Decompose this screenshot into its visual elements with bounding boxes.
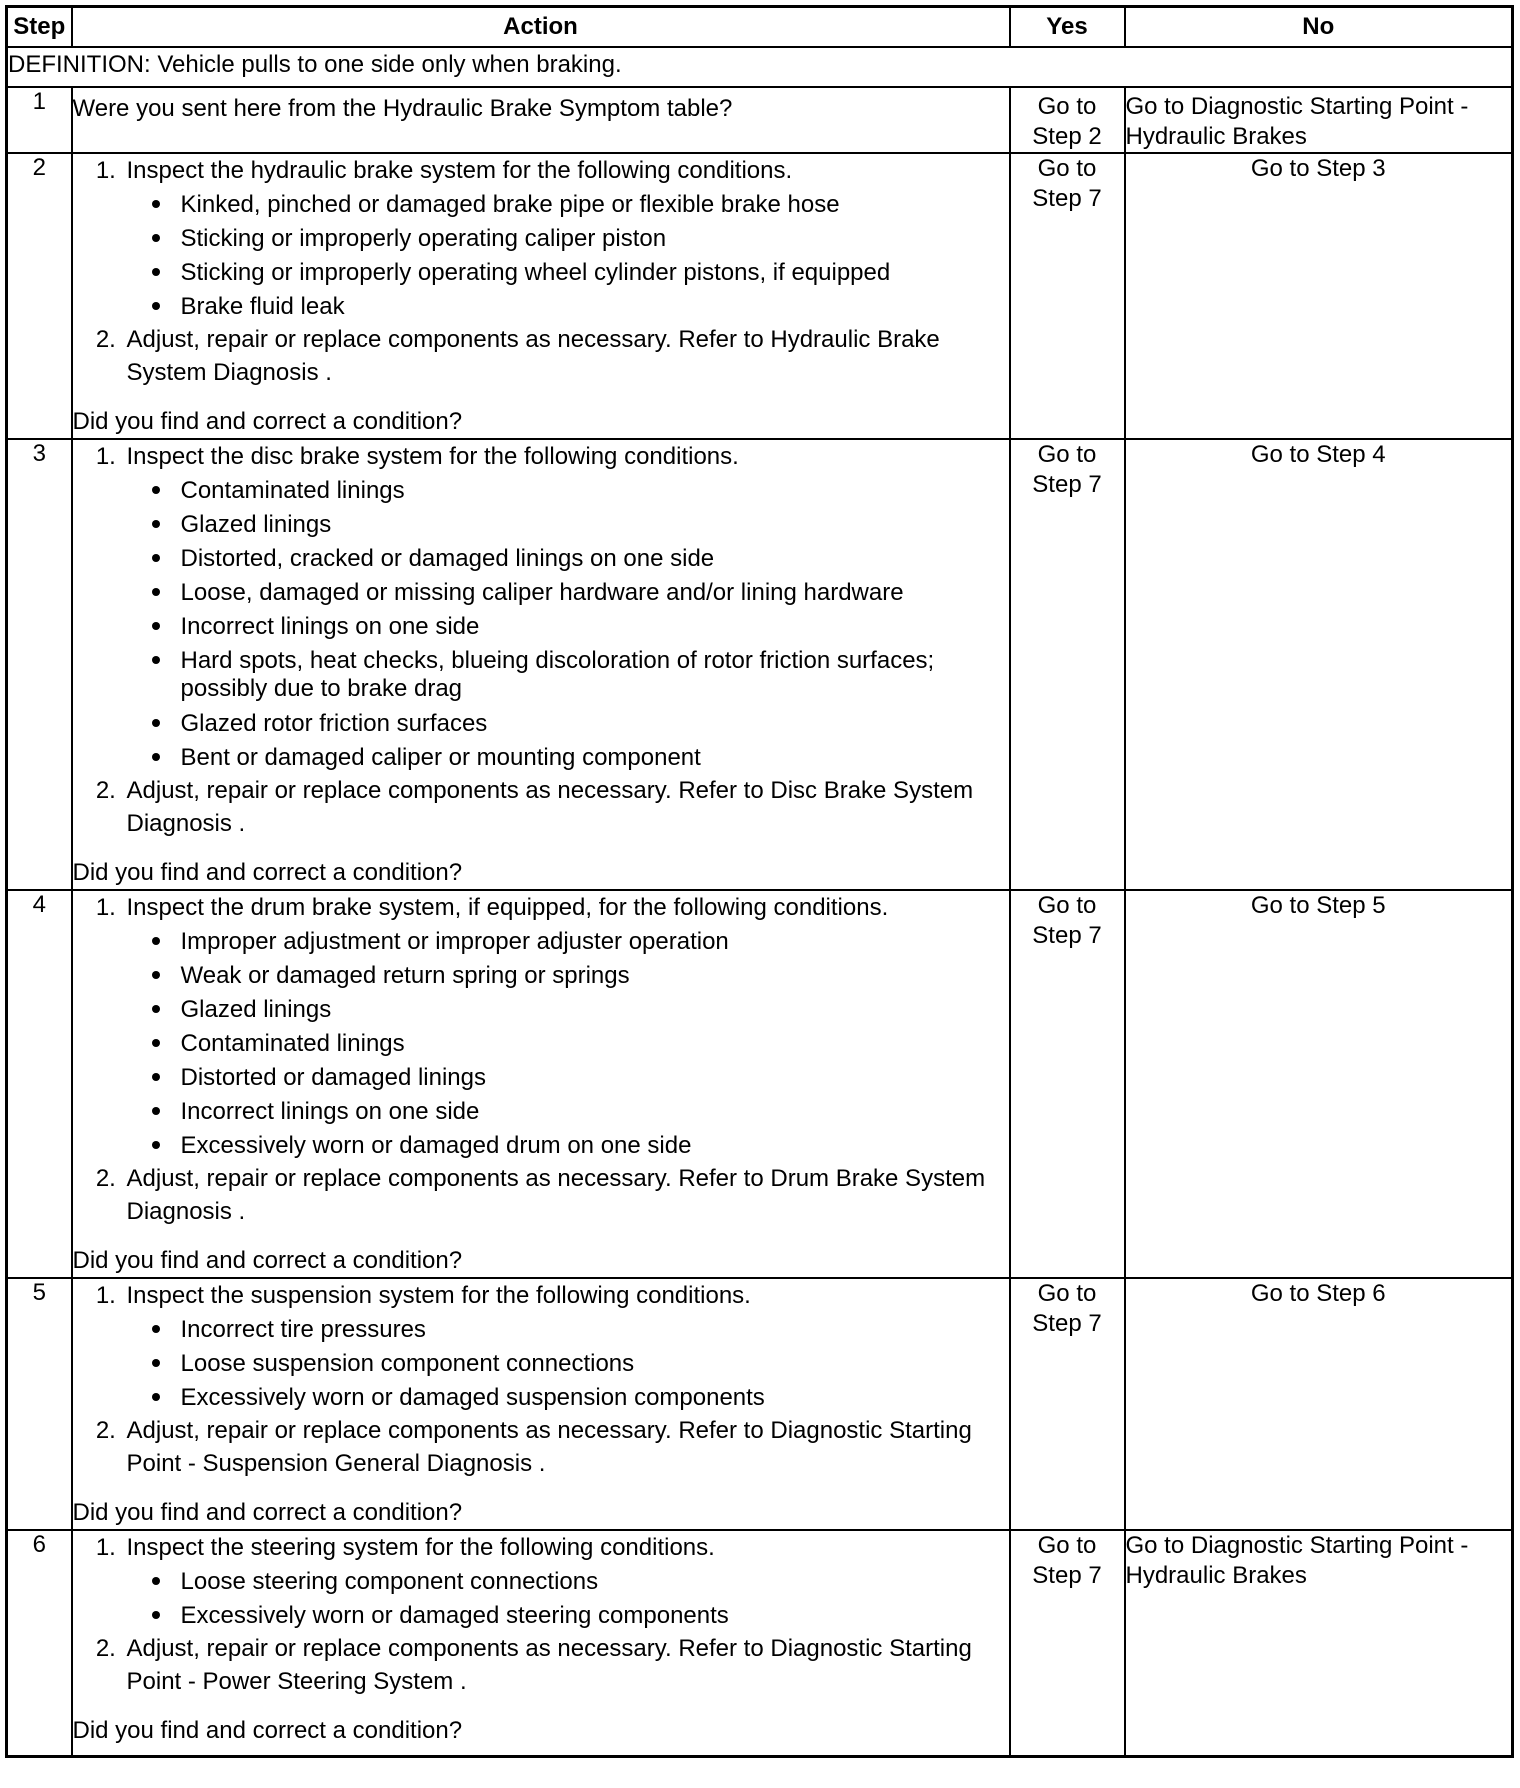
step-question: Did you find and correct a condition? — [72, 1499, 463, 1526]
no-result: Go to Step 6 — [1125, 1278, 1513, 1530]
action-steps — [73, 440, 1009, 840]
list-item: • Incorrect linings on one side — [175, 1094, 1009, 1128]
step-action — [72, 153, 1010, 439]
action-step-adjust: 2. Adjust, repair or replace components as necessary. Refer to Drum Brake System Diagnosis . — [123, 1162, 1009, 1228]
action-step-inspect — [123, 891, 1009, 1162]
action-step-inspect — [123, 1531, 1009, 1632]
step-number: 2 — [7, 153, 72, 439]
conditions-list — [127, 1564, 1009, 1632]
conditions-list — [127, 924, 1009, 1162]
conditions-list — [127, 187, 1009, 323]
list-item: • Contaminated linings — [175, 1026, 1009, 1060]
header-step: Step — [7, 7, 72, 48]
inspect-text: Inspect the steering system for the following conditions. — [126, 1534, 715, 1561]
list-item: • Loose, damaged or missing caliper hardware and/or lining hardware — [175, 575, 1009, 609]
header-action: Action — [72, 7, 1010, 48]
list-item: • Incorrect linings on one side — [175, 609, 1009, 643]
list-item: • Weak or damaged return spring or springs — [175, 958, 1009, 992]
action-steps — [73, 891, 1009, 1228]
header-no: No — [1125, 7, 1513, 48]
step-number: 4 — [7, 890, 72, 1278]
table-row-step-5 — [7, 1278, 1513, 1530]
list-item: • Loose suspension component connections — [175, 1346, 1009, 1380]
no-result: Go to Step 4 — [1125, 439, 1513, 890]
list-item: • Contaminated linings — [175, 473, 1009, 507]
no-result: Go to Diagnostic Starting Point - Hydraulic Brakes — [1125, 1530, 1513, 1756]
step-question: Did you find and correct a condition? — [72, 1717, 463, 1744]
header-yes: Yes — [1010, 7, 1125, 48]
action-step-adjust: 2. Adjust, repair or replace components as necessary. Refer to Diagnostic Starting Point - Power Steering System . — [123, 1632, 1009, 1698]
step-action — [72, 1278, 1010, 1530]
definition-text: DEFINITION: Vehicle pulls to one side only when braking. — [7, 47, 1513, 87]
action-steps — [73, 1279, 1009, 1480]
conditions-list — [127, 473, 1009, 774]
list-item: • Excessively worn or damaged drum on one side — [175, 1128, 1009, 1162]
no-result: Go to Diagnostic Starting Point - Hydraulic Brakes — [1125, 87, 1513, 153]
list-item: • Excessively worn or damaged suspension components — [175, 1380, 1009, 1414]
step-number: 6 — [7, 1530, 72, 1756]
no-result: Go to Step 3 — [1125, 153, 1513, 439]
table-row-step-6 — [7, 1530, 1513, 1756]
table-row-step-1 — [7, 87, 1513, 153]
list-item: • Glazed linings — [175, 992, 1009, 1026]
yes-result: Go to Step 7 — [1010, 1530, 1125, 1756]
table-row-step-2 — [7, 153, 1513, 439]
step-question: Did you find and correct a condition? — [72, 859, 463, 886]
list-item: • Loose steering component connections — [175, 1564, 1009, 1598]
list-item: • Hard spots, heat checks, blueing discoloration of rotor friction surfaces; possibly due to brake drag — [175, 643, 1009, 706]
no-result: Go to Step 5 — [1125, 890, 1513, 1278]
list-item: • Brake fluid leak — [175, 289, 1009, 323]
action-step-adjust: 2. Adjust, repair or replace components as necessary. Refer to Diagnostic Starting Point - Suspension General Diagnosis . — [123, 1414, 1009, 1480]
yes-result: Go to Step 7 — [1010, 890, 1125, 1278]
yes-result: Go to Step 7 — [1010, 439, 1125, 890]
step-number: 5 — [7, 1278, 72, 1530]
list-item: • Kinked, pinched or damaged brake pipe or flexible brake hose — [175, 187, 1009, 221]
list-item: • Distorted, cracked or damaged linings on one side — [175, 541, 1009, 575]
list-item: • Glazed linings — [175, 507, 1009, 541]
list-item: • Sticking or improperly operating wheel cylinder pistons, if equipped — [175, 255, 1009, 289]
list-item: • Incorrect tire pressures — [175, 1312, 1009, 1346]
list-item: • Improper adjustment or improper adjuster operation — [175, 924, 1009, 958]
list-item: • Distorted or damaged linings — [175, 1060, 1009, 1094]
inspect-text: Inspect the hydraulic brake system for the following conditions. — [126, 157, 793, 184]
list-item: • Glazed rotor friction surfaces — [175, 706, 1009, 740]
definition-row — [7, 47, 1513, 87]
yes-result: Go to Step 7 — [1010, 153, 1125, 439]
step-action — [72, 1530, 1010, 1756]
diagnostic-table — [5, 5, 1514, 1758]
action-steps — [73, 1531, 1009, 1698]
list-item: • Bent or damaged caliper or mounting component — [175, 740, 1009, 774]
yes-result: Go to Step 7 — [1010, 1278, 1125, 1530]
action-step-adjust: 2. Adjust, repair or replace components as necessary. Refer to Disc Brake System Diagnosis . — [123, 774, 1009, 840]
action-step-adjust: 2. Adjust, repair or replace components as necessary. Refer to Hydraulic Brake System Diagnosis . — [123, 323, 1009, 389]
yes-result: Go to Step 2 — [1010, 87, 1125, 153]
step-number: 1 — [7, 87, 72, 153]
step-question: Did you find and correct a condition? — [72, 1247, 463, 1274]
step-question: Did you find and correct a condition? — [72, 408, 463, 435]
action-steps — [73, 154, 1009, 389]
step-question: Were you sent here from the Hydraulic Brake Symptom table? — [72, 87, 1010, 153]
inspect-text: Inspect the disc brake system for the following conditions. — [126, 443, 739, 470]
diagnostic-table-container — [5, 5, 1511, 1758]
table-row-step-4 — [7, 890, 1513, 1278]
step-number: 3 — [7, 439, 72, 890]
header-row — [7, 7, 1513, 48]
inspect-text: Inspect the suspension system for the following conditions. — [126, 1282, 751, 1309]
action-step-inspect — [123, 1279, 1009, 1414]
step-action — [72, 439, 1010, 890]
action-step-inspect — [123, 440, 1009, 774]
action-step-inspect — [123, 154, 1009, 323]
list-item: • Sticking or improperly operating caliper piston — [175, 221, 1009, 255]
inspect-text: Inspect the drum brake system, if equipped, for the following conditions. — [126, 894, 889, 921]
conditions-list — [127, 1312, 1009, 1414]
table-row-step-3 — [7, 439, 1513, 890]
list-item: • Excessively worn or damaged steering components — [175, 1598, 1009, 1632]
step-action — [72, 890, 1010, 1278]
